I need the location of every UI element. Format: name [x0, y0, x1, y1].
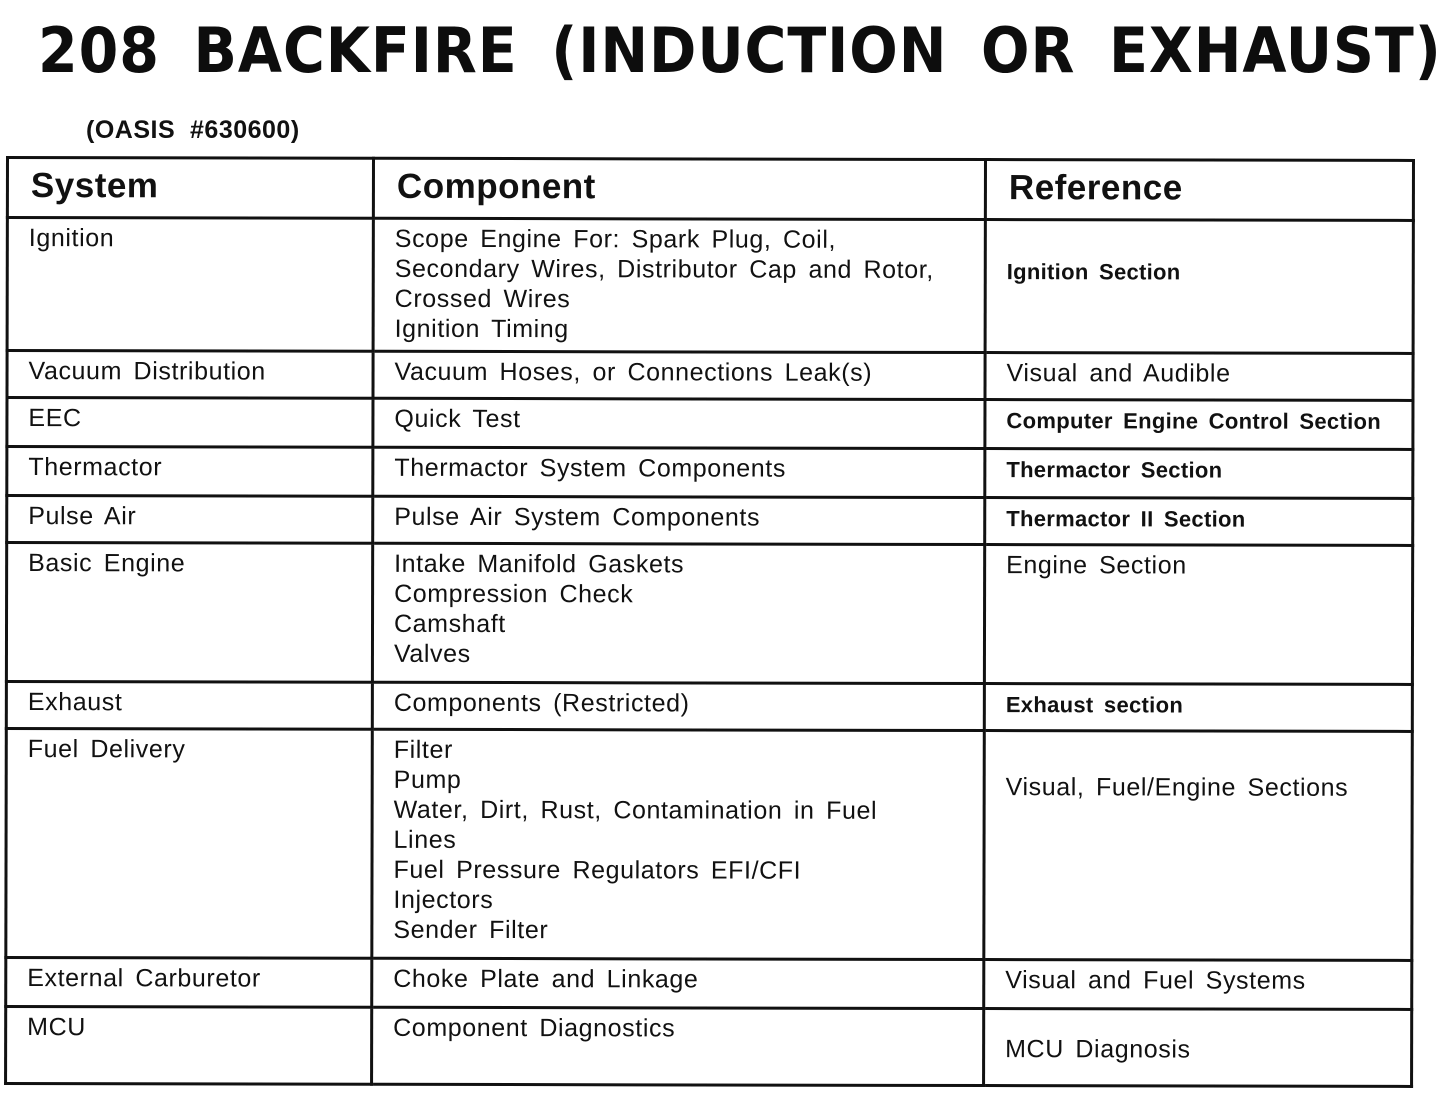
component-cell — [372, 958, 984, 1008]
component-line: Ignition Timing — [394, 314, 569, 344]
reference-cell — [985, 353, 1413, 401]
component-cell — [372, 729, 984, 959]
component-line: Component Diagnostics — [393, 1013, 676, 1043]
reference-cell — [985, 220, 1413, 354]
system-cell: MCU — [6, 1007, 372, 1085]
table-row — [6, 729, 1412, 961]
component-line: Pulse Air System Components — [394, 502, 761, 532]
reference-text: Engine Section — [1006, 551, 1187, 580]
component-line: Scope Engine For: Spark Plug, Coil, — [394, 224, 837, 254]
component-line: Choke Plate and Linkage — [393, 964, 699, 994]
table-row — [7, 218, 1413, 354]
system-cell: Thermactor — [7, 447, 373, 497]
reference-text: Visual, Fuel/Engine Sections — [1005, 773, 1349, 802]
component-line: Secondary Wires, Distributor Cap and Rotor, — [394, 254, 934, 284]
reference-cell — [985, 498, 1413, 546]
reference-text: Computer Engine Control Section — [1006, 408, 1382, 434]
component-line: Camshaft — [393, 609, 506, 639]
component-cell — [373, 447, 985, 497]
component-cell — [373, 496, 985, 544]
component-line: Sender Filter — [393, 915, 549, 945]
table-header-row — [7, 158, 1413, 221]
system-cell: Ignition — [7, 218, 373, 352]
component-line: Thermactor System Components — [394, 453, 786, 483]
reference-text: Visual and Fuel Systems — [1005, 966, 1306, 995]
system-cell: External Carburetor — [6, 958, 372, 1008]
system-cell: Vacuum Distribution — [7, 351, 373, 399]
reference-text: MCU Diagnosis — [1005, 1035, 1191, 1064]
reference-cell — [984, 1009, 1412, 1087]
reference-text: Exhaust section — [1005, 692, 1184, 718]
component-line: Pump — [393, 765, 462, 794]
component-line: Lines — [393, 825, 457, 854]
component-line: Intake Manifold Gaskets — [394, 549, 685, 579]
reference-cell — [984, 731, 1412, 961]
reference-cell — [985, 449, 1413, 499]
component-cell — [372, 1007, 984, 1085]
table-row — [6, 1007, 1412, 1087]
system-cell: Fuel Delivery — [6, 729, 372, 959]
system-cell: Basic Engine — [6, 543, 372, 683]
document-code: (OASIS #630600) — [86, 116, 300, 144]
reference-text: Thermactor II Section — [1006, 506, 1246, 532]
reference-cell — [984, 960, 1412, 1010]
component-line: Compression Check — [394, 579, 634, 609]
component-line: Quick Test — [394, 404, 521, 434]
reference-text: Ignition Section — [1006, 259, 1181, 285]
column-header-component: Component — [373, 158, 985, 219]
component-line: Valves — [393, 639, 471, 668]
component-line: Components (Restricted) — [393, 688, 690, 718]
component-cell — [373, 351, 985, 399]
table-row — [7, 447, 1413, 499]
system-cell: EEC — [7, 398, 373, 448]
component-line: Water, Dirt, Rust, Contamination in Fuel — [393, 795, 878, 825]
table-row — [6, 958, 1412, 1010]
component-cell — [372, 682, 984, 730]
reference-cell — [984, 684, 1412, 732]
page-title: 208 BACKFIRE (INDUCTION OR EXHAUST) — [38, 14, 1442, 87]
component-line: Fuel Pressure Regulators EFI/CFI — [393, 855, 802, 885]
table-row — [6, 682, 1412, 732]
table-row — [7, 351, 1413, 401]
component-line: Filter — [393, 735, 453, 764]
reference-cell — [984, 545, 1412, 685]
table-row — [7, 496, 1413, 546]
column-header-system: System — [7, 158, 373, 219]
component-line: Injectors — [393, 885, 494, 915]
reference-text: Thermactor Section — [1006, 457, 1223, 483]
table-row — [7, 398, 1413, 450]
component-cell — [372, 543, 984, 683]
reference-cell — [985, 400, 1413, 450]
reference-text: Visual and Audible — [1006, 359, 1231, 388]
component-line: Vacuum Hoses, or Connections Leak(s) — [394, 357, 873, 387]
component-cell — [373, 218, 985, 352]
table-row — [6, 543, 1412, 685]
system-cell: Pulse Air — [7, 496, 373, 544]
component-line: Crossed Wires — [394, 284, 571, 314]
component-cell — [373, 398, 985, 448]
column-header-reference: Reference — [985, 160, 1413, 221]
diagnosis-table — [4, 156, 1415, 1088]
system-cell: Exhaust — [6, 682, 372, 730]
